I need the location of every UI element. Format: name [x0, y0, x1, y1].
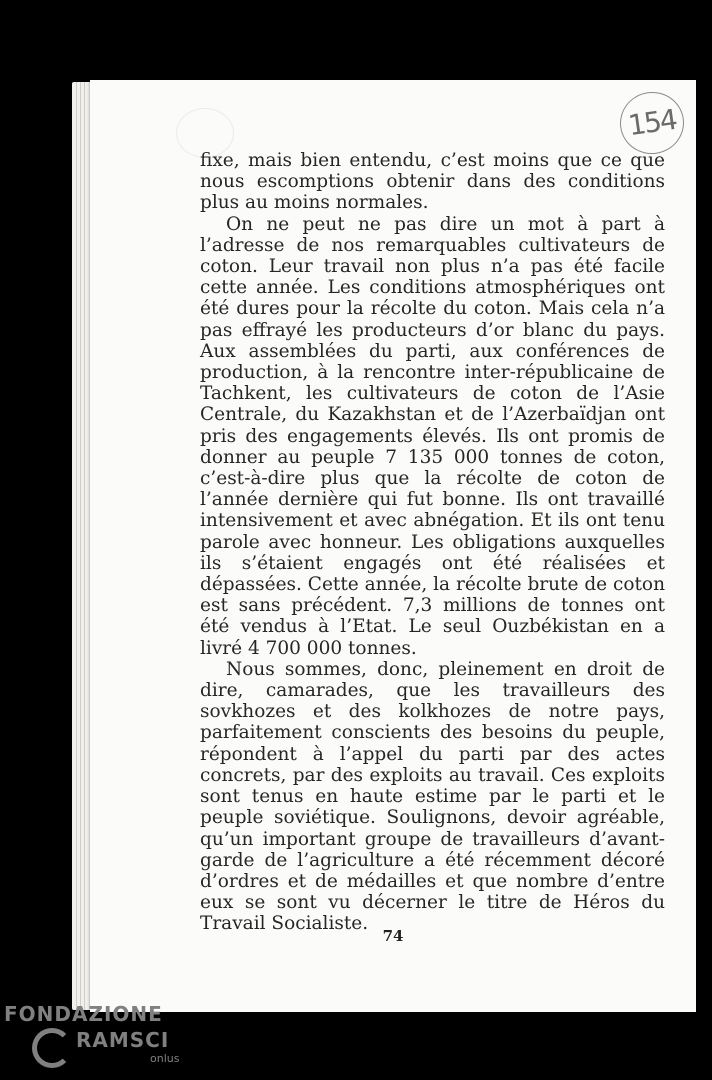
logo-line-3: onlus — [150, 1052, 180, 1065]
book-page — [90, 80, 696, 1012]
logo-g-icon — [32, 1028, 72, 1068]
logo-line-2: RAMSCI — [76, 1028, 170, 1052]
page-edge-line — [80, 82, 81, 1010]
paragraph-2: On ne peut ne pas dire un mot à part à l’adresse de nos remarquables cultivateurs de coton. Leur travail non plus n’a pas été facile cette année. Les conditions atmosphériques ont été dures pour la récolte du coton. Mais cela n’a pas effrayé les producteurs d’or blanc du pays. Aux assemblées du parti, aux conférences de production, à la rencontre inter-républicaine de Tachkent, les cultivateurs de coton de l’Asie Centrale, du Kazakhstan et de l’Azerbaïdjan ont pris des engagements élevés. Ils ont promis de donner au peuple 7 135 000 tonnes de coton, c’est-à-dire plus que la récolte de coton de l’année dernière qui fut bonne. Ils ont travaillé intensivement et avec abnégation. Et ils ont tenu parole avec honneur. Les obligations auxquelles ils s’étaient engagés ont été réalisées et dépassées. Cette année, la récolte brute de coton est sans précédent. 7,3 millions de tonnes ont été vendus à l’Etat. Le seul Ouzbékistan en a livré 4 700 000 tonnes. — [200, 213, 665, 659]
paragraph-3: Nous sommes, donc, pleinement en droit de dire, camarades, que les travailleurs des sovkhozes et des kolkhozes de notre pays, parfaitement conscients des besoins du peuple, répondent à l’appel du parti par des actes concrets, par des exploits au travail. Ces exploits sont tenus en haute estime par le parti et le peuple soviétique. Soulignons, devoir agréable, qu’un important groupe de travailleurs d’avant-garde de l’agriculture a été récemment décoré d’ordres et de médailles et que nombre d’entre eux se sont vu décerner le titre de Héros du Travail Socialiste. — [200, 658, 665, 935]
page-edge-line — [76, 82, 77, 1010]
fondazione-gramsci-logo — [4, 1002, 184, 1078]
page-number: 74 — [382, 927, 404, 945]
logo-line-1: FONDAZIONE — [4, 1002, 163, 1026]
page-edge-line — [84, 82, 85, 1010]
archive-page-stamp: 154 — [616, 88, 688, 158]
paragraph-1: fixe, mais bien entendu, c’est moins que ce que nous escomptions obtenir dans des conditions plus au moins normales. — [200, 150, 665, 214]
body-text — [200, 150, 665, 935]
